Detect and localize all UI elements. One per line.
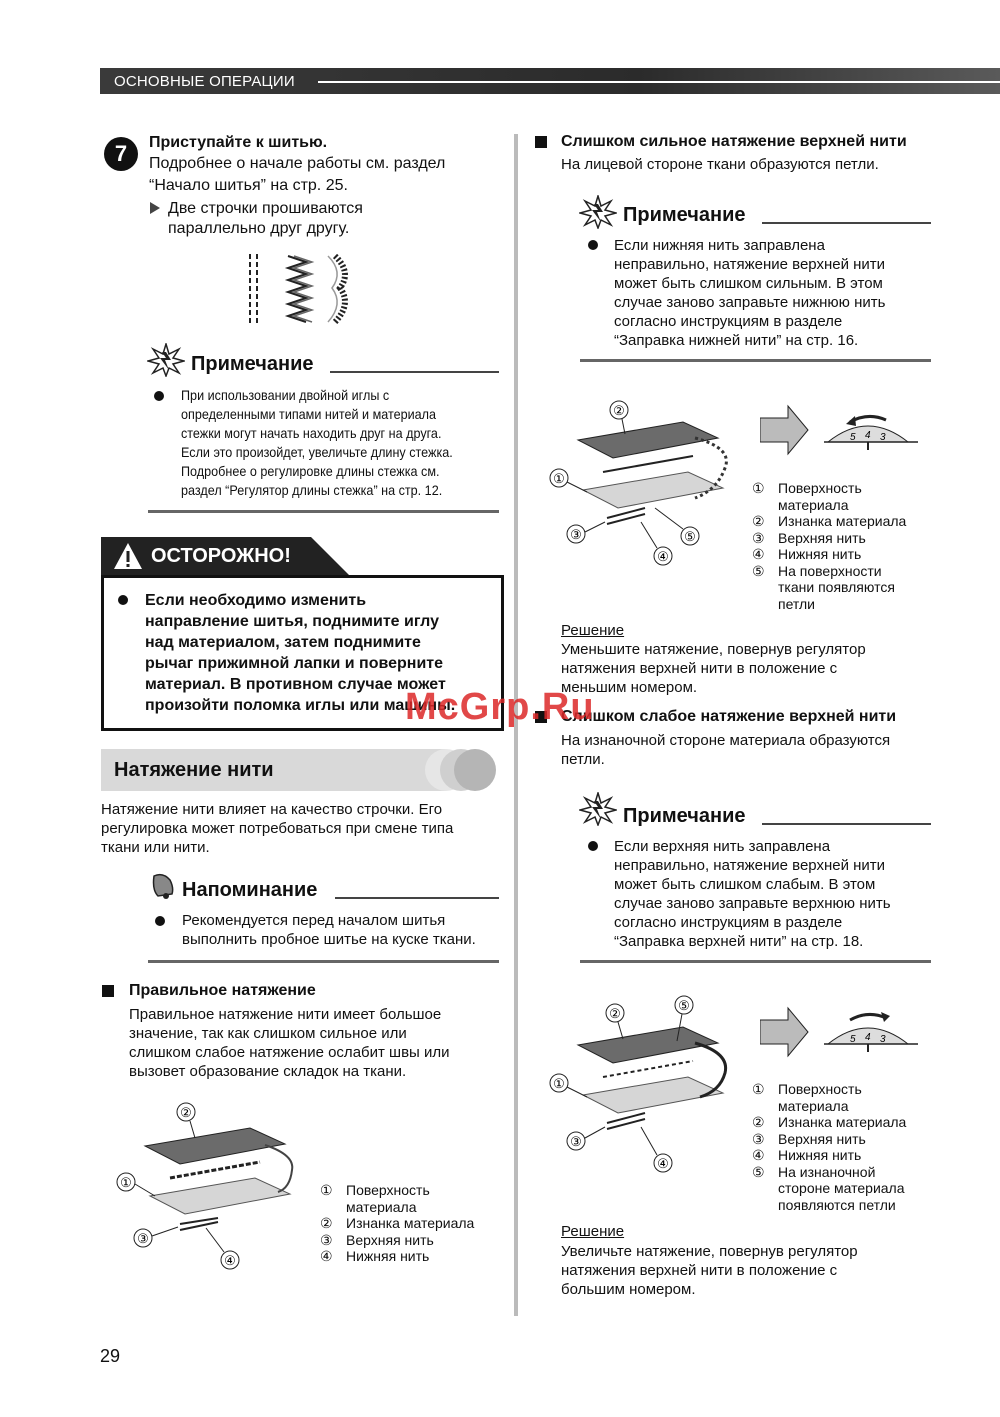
note1-line: При использовании двойной иглы с: [181, 387, 390, 403]
step-text-2: “Начало шитья” на стр. 25.: [149, 177, 348, 194]
loose-legend: [752, 1081, 906, 1213]
step-number: 7: [104, 137, 138, 171]
intro-line: ткани или нити.: [101, 839, 210, 856]
legend-num: ②: [752, 1114, 765, 1130]
legend-text: Поверхность: [778, 1081, 862, 1097]
caution-title: ОСТОРОЖНО!: [151, 545, 291, 567]
tight-solution-line: Уменьшите натяжение, повернув регулятор: [561, 641, 866, 658]
legend-text: материала: [778, 496, 849, 513]
note1-line: Если это произойдет, увеличьте длину стежка.: [181, 444, 453, 460]
legend-num: ④: [752, 546, 765, 562]
note-icon: [147, 343, 185, 377]
tight-dial-mark: 4: [865, 430, 871, 441]
legend-num: ⑤: [752, 562, 765, 579]
note1-title: Примечание: [191, 353, 314, 375]
loose-solution-line: Увеличьте натяжение, повернув регулятор: [561, 1243, 858, 1260]
step-text-1: Подробнее о начале работы см. раздел: [149, 155, 446, 172]
loose-label: ⑤: [678, 998, 690, 1013]
legend-num: ①: [320, 1182, 333, 1198]
note1-rule: [148, 510, 499, 513]
loose-note-title-line: [762, 823, 931, 825]
correct-line: слишком слабое натяжение ослабит швы или: [129, 1044, 450, 1061]
section-intro: [101, 800, 453, 857]
loose-label: ④: [657, 1156, 669, 1171]
loose-dial-mark: 3: [880, 1034, 886, 1045]
legend-text: На изнаночной: [778, 1163, 876, 1180]
tight-dial-illustration: [760, 404, 920, 456]
correct-legend: [320, 1182, 474, 1265]
reminder-line: Рекомендуется перед началом шитья: [182, 912, 446, 929]
tight-note-rule: [580, 359, 931, 362]
loose-solution-label: Решение: [561, 1223, 625, 1240]
legend-num: ④: [320, 1248, 333, 1264]
step-result-2: параллельно друг другу.: [168, 220, 350, 237]
section-header: ОСНОВНЫЕ ОПЕРАЦИИ: [114, 73, 295, 90]
legend-num: ②: [752, 513, 765, 529]
legend-text: Изнанка материала: [346, 1215, 475, 1231]
header-line: [318, 81, 1000, 83]
caution-line: над материалом, затем поднимите: [145, 634, 421, 651]
tight-solution-label: Решение: [561, 622, 625, 639]
tight-note-line: может быть слишком сильным. В этом: [614, 275, 883, 292]
reminder-title: Напоминание: [182, 879, 318, 901]
legend-text: стороне материала: [778, 1180, 905, 1196]
twin-stitch-illustration: [240, 252, 360, 328]
section-square-icon: [535, 136, 547, 148]
legend-text: Поверхность: [346, 1182, 430, 1198]
legend-text: ткани появляются: [778, 579, 895, 595]
tight-note-line: неправильно, натяжение верхней нити: [614, 256, 886, 273]
loose-note-body: [614, 837, 891, 951]
tight-note-line: Если нижняя нить заправлена: [614, 237, 825, 254]
loose-note-rule: [580, 960, 931, 963]
caution-line: Если необходимо изменить: [145, 592, 367, 609]
caution-bullet: [118, 595, 128, 605]
page-number: 29: [100, 1346, 121, 1366]
loose-tension-diagram: [545, 995, 745, 1175]
correct-line: вызовет образование складок на ткани.: [129, 1063, 407, 1080]
legend-num: ①: [752, 480, 765, 496]
tight-note-bullet: [588, 240, 598, 250]
correct-line: Правильное натяжение нити имеет большое: [129, 1006, 442, 1023]
bell-icon: [148, 870, 178, 900]
tight-label: ②: [613, 403, 625, 418]
loose-solution-line: большим номером.: [561, 1281, 696, 1298]
reminder-line: выполнить пробное шитье на куске ткани.: [182, 931, 476, 948]
legend-num: ③: [752, 1130, 765, 1147]
legend-text: Поверхность: [778, 480, 862, 496]
note1-line: определенными типами нитей и материала: [181, 406, 437, 422]
tight-label: ③: [570, 527, 582, 542]
loose-note-title: Примечание: [623, 805, 746, 827]
tight-label: ⑤: [684, 529, 696, 544]
loose-note-line: Если верхняя нить заправлена: [614, 838, 831, 855]
correct-label: ②: [180, 1105, 192, 1120]
correct-body: [129, 1005, 450, 1081]
caution-line: направление шитья, поднимите иглу: [145, 613, 439, 630]
correct-label: ①: [120, 1175, 132, 1190]
legend-text: Изнанка материала: [778, 513, 907, 529]
loose-title: Слишком слабое натяжение верхней нити: [561, 708, 897, 725]
reminder-title-line: [335, 897, 499, 899]
legend-text: Изнанка материала: [778, 1114, 907, 1130]
tight-dial-mark: 5: [850, 432, 856, 443]
legend-text: Верхняя нить: [346, 1231, 434, 1248]
correct-label: ③: [137, 1231, 149, 1246]
tight-note-title-line: [762, 222, 931, 224]
legend-text: На поверхности: [778, 562, 882, 579]
reminder-rule: [148, 960, 499, 963]
tight-solution-line: натяжения верхней нити в положение с: [561, 660, 838, 677]
caution-line: материал. В противном случае может: [145, 676, 446, 693]
correct-label: ④: [224, 1253, 236, 1268]
loose-note-line: может быть слишком слабым. В этом: [614, 876, 876, 893]
tight-note-line: случае заново заправьте нижнюю нить: [614, 294, 886, 311]
note1-line: раздел “Регулятор длины стежка” на стр. 12.: [181, 482, 443, 498]
legend-text: Нижняя нить: [778, 546, 862, 562]
tight-solution: [561, 640, 866, 697]
tight-title: Слишком сильное натяжение верхней нити: [561, 133, 907, 150]
loose-label: ③: [570, 1134, 582, 1149]
note-icon: [579, 195, 617, 229]
result-arrow-icon: [150, 202, 160, 214]
loose-label: ②: [609, 1006, 621, 1021]
tight-note-title: Примечание: [623, 204, 746, 226]
warning-triangle-icon: [112, 541, 144, 571]
loose-solution: [561, 1242, 858, 1299]
legend-text: петли: [778, 595, 815, 612]
step-result-1: Две строчки прошиваются: [168, 200, 363, 217]
legend-num: ⑤: [752, 1163, 765, 1180]
legend-text: Верхняя нить: [778, 1130, 866, 1147]
tight-note-body: [614, 236, 885, 350]
note1-line: Подробнее о регулировке длины стежка см.: [181, 463, 440, 479]
note1-title-line: [330, 371, 499, 373]
loose-dial-mark: 4: [865, 1032, 871, 1043]
tight-solution-line: меньшим номером.: [561, 679, 698, 696]
watermark: McGrp.Ru: [405, 686, 595, 728]
loose-sub-line: На изнаночной стороне материала образуются: [561, 732, 891, 749]
section-title: Натяжение нити: [114, 759, 274, 781]
legend-text: материала: [778, 1097, 849, 1114]
tight-note-line: “Заправка нижней нити” на стр. 16.: [614, 332, 859, 349]
legend-num: ②: [320, 1215, 333, 1231]
tight-label: ④: [657, 549, 669, 564]
note-icon: [579, 792, 617, 826]
legend-num: ①: [752, 1081, 765, 1097]
legend-text: появляются петли: [778, 1196, 896, 1213]
tight-dial-mark: 3: [880, 432, 886, 443]
loose-note-line: неправильно, натяжение верхней нити: [614, 857, 886, 874]
correct-line: значение, так как слишком сильное или: [129, 1025, 407, 1042]
tight-label: ①: [553, 471, 565, 486]
loose-sub-line: петли.: [561, 751, 605, 768]
correct-tension-diagram: [110, 1100, 310, 1275]
loose-note-line: случае заново заправьте верхнюю нить: [614, 895, 891, 912]
legend-text: Верхняя нить: [778, 529, 866, 546]
step-title: Приступайте к шитью.: [149, 134, 328, 151]
loose-label: ①: [553, 1076, 565, 1091]
loose-subtitle: [561, 731, 890, 769]
note1-body: [181, 386, 453, 500]
reminder-body: [182, 911, 476, 949]
legend-num: ③: [752, 529, 765, 546]
legend-text: материала: [346, 1198, 417, 1215]
legend-text: Нижняя нить: [778, 1147, 862, 1163]
loose-dial-mark: 5: [850, 1034, 856, 1045]
loose-dial-illustration: [760, 1006, 920, 1068]
tight-tension-diagram: [545, 398, 745, 570]
caution-line: рычаг прижимной лапки и поверните: [145, 655, 444, 672]
loose-note-bullet: [588, 841, 598, 851]
note1-bullet: [154, 391, 164, 401]
reminder-bullet: [155, 916, 165, 926]
tight-legend: [752, 480, 906, 612]
loose-note-line: “Заправка верхней нити” на стр. 18.: [614, 933, 864, 950]
intro-line: Натяжение нити влияет на качество строчки. Его: [101, 801, 443, 818]
tight-subtitle: На лицевой стороне ткани образуются петли.: [561, 156, 879, 173]
correct-title: Правильное натяжение: [129, 982, 316, 999]
loose-solution-line: натяжения верхней нити в положение с: [561, 1262, 838, 1279]
legend-num: ③: [320, 1231, 333, 1248]
legend-text: Нижняя нить: [346, 1248, 430, 1264]
legend-num: ④: [752, 1147, 765, 1163]
note1-line: стежки могут начать находить друг на друга.: [181, 425, 442, 441]
section-square-icon: [102, 985, 114, 997]
loose-note-line: согласно инструкциям в разделе: [614, 914, 843, 931]
tight-note-line: согласно инструкциям в разделе: [614, 313, 843, 330]
intro-line: регулировка может потребоваться при смене типа: [101, 820, 454, 837]
caution-line: произойти поломка иглы или машины.: [145, 697, 456, 714]
